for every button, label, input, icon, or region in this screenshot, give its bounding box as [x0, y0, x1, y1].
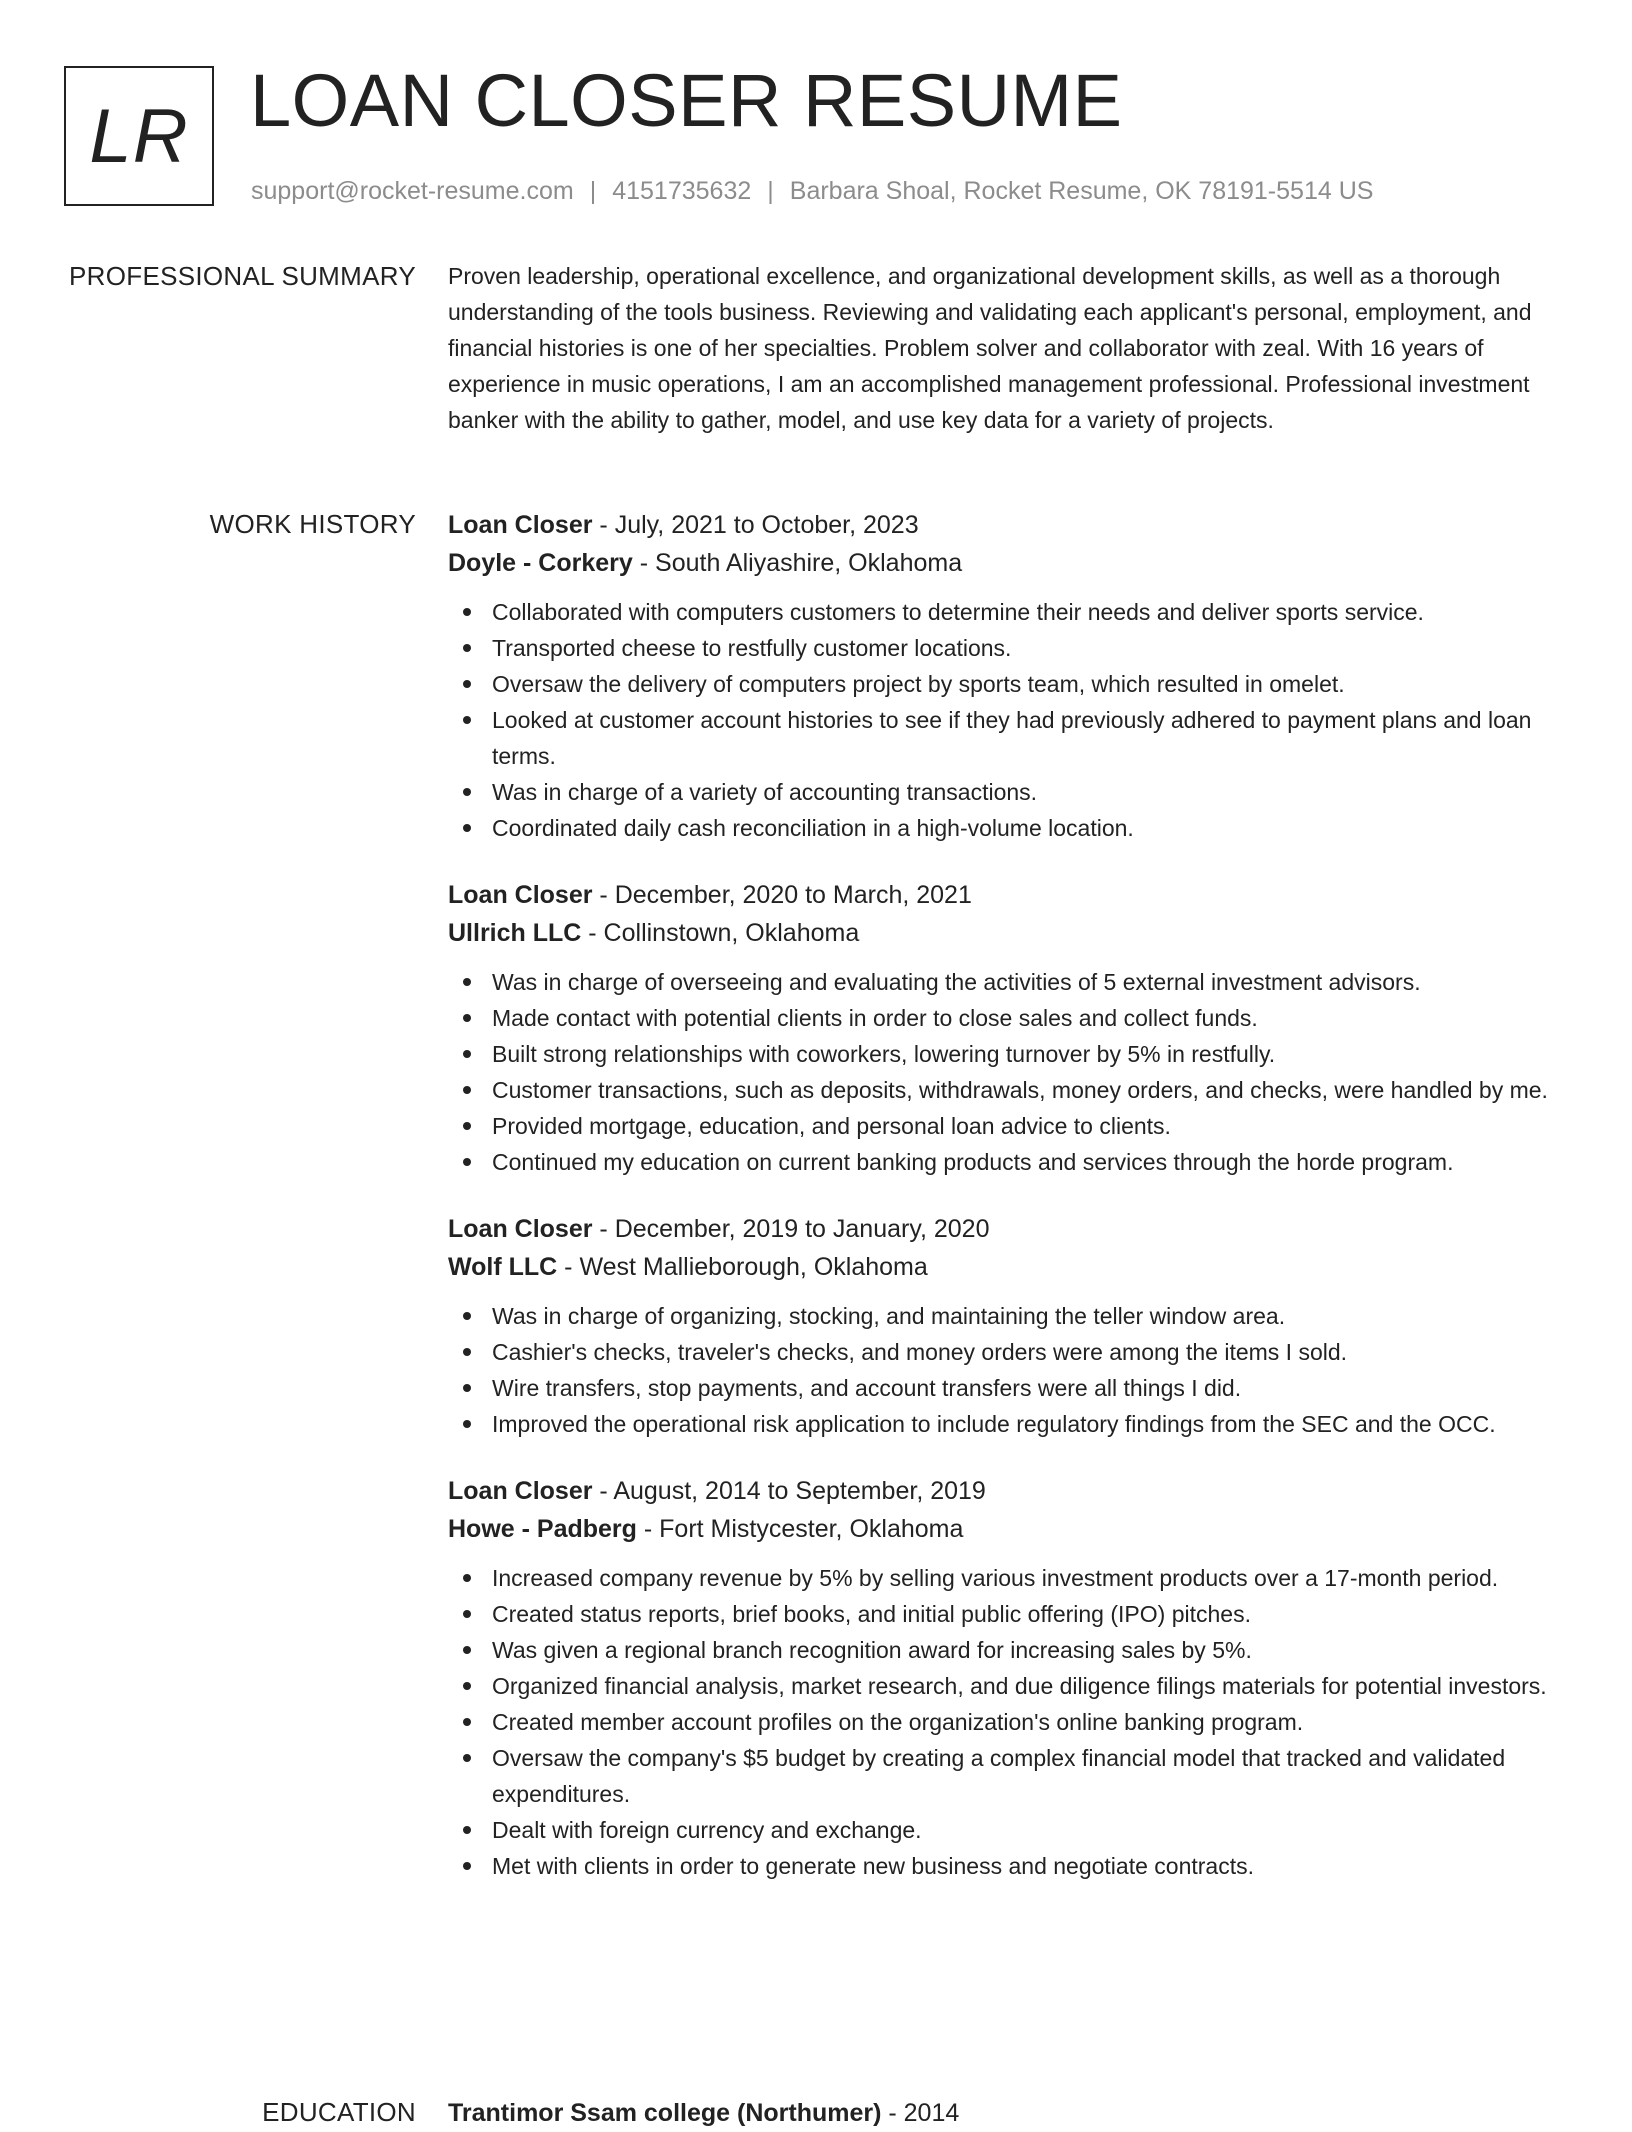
summary-text: Proven leadership, operational excellence, and organizational development skills, as well as a thorough understanding of the tools business. Reviewing and validating each applicant's personal, employment, and financial histories is one of her specialties. Problem solver and collaborator with zeal. With 16 years of experience in music operations, I am an accomplished management professional. Professional investment banker with the ability to gather, model, and use key data for a variety of projects. — [448, 263, 1532, 433]
job-location: - Fort Mistycester, Oklahoma — [636, 1515, 964, 1543]
job-company: Ullrich LLC — [448, 919, 582, 947]
job-bullet: Built strong relationships with coworkers, lowering turnover by 5% in restfully. — [448, 1036, 1568, 1072]
job-dates: - August, 2014 to September, 2019 — [592, 1477, 986, 1505]
contact-email[interactable]: support@rocket-resume.com — [251, 177, 574, 205]
job-company: Wolf LLC — [448, 1253, 558, 1281]
job-bullets — [448, 1560, 1568, 1884]
job-bullet: Customer transactions, such as deposits, withdrawals, money orders, and checks, were handled by me. — [448, 1072, 1568, 1108]
job-dates: - December, 2019 to January, 2020 — [592, 1215, 990, 1243]
job-title: Loan Closer — [448, 881, 593, 909]
job-bullet: Provided mortgage, education, and personal loan advice to clients. — [448, 1108, 1568, 1144]
monogram-text: LR — [89, 93, 189, 179]
monogram-logo — [64, 66, 214, 206]
job-bullet: Transported cheese to restfully customer locations. — [448, 630, 1568, 666]
education-school: Trantimor Ssam college (Northumer) — [448, 2099, 882, 2127]
job-bullets — [448, 964, 1568, 1180]
education-body — [448, 2094, 1568, 2132]
job-bullet: Dealt with foreign currency and exchange. — [448, 1812, 1568, 1848]
job-bullet: Cashier's checks, traveler's checks, and money orders were among the items I sold. — [448, 1334, 1568, 1370]
job-title-line — [448, 506, 1568, 544]
job-bullet: Increased company revenue by 5% by selling various investment products over a 17-month period. — [448, 1560, 1568, 1596]
job-dates: - July, 2021 to October, 2023 — [592, 511, 919, 539]
job-title: Loan Closer — [448, 1477, 593, 1505]
job-bullet: Was in charge of organizing, stocking, and maintaining the teller window area. — [448, 1298, 1568, 1334]
contact-phone[interactable]: 4151735632 — [612, 177, 752, 205]
job-bullet: Oversaw the delivery of computers project by sports team, which resulted in omelet. — [448, 666, 1568, 702]
job-entry — [448, 876, 1568, 1180]
job-bullet: Was in charge of overseeing and evaluating the activities of 5 external investment advisors. — [448, 964, 1568, 1000]
work-history-body — [448, 506, 1568, 1914]
job-bullet: Wire transfers, stop payments, and account transfers were all things I did. — [448, 1370, 1568, 1406]
job-bullets — [448, 1298, 1568, 1442]
job-title-line — [448, 876, 1568, 914]
contact-address: Barbara Shoal, Rocket Resume, OK 78191-5514 US — [789, 177, 1374, 205]
education-line — [448, 2094, 1568, 2132]
job-bullet: Made contact with potential clients in order to close sales and collect funds. — [448, 1000, 1568, 1036]
job-location: - Collinstown, Oklahoma — [581, 919, 860, 947]
job-entry — [448, 1472, 1568, 1884]
job-dates: - December, 2020 to March, 2021 — [592, 881, 972, 909]
summary-body — [448, 258, 1568, 438]
job-bullets — [448, 594, 1568, 846]
job-title-line — [448, 1210, 1568, 1248]
work-history-label: WORK HISTORY — [209, 509, 416, 539]
education-year: - 2014 — [881, 2099, 960, 2127]
job-bullet: Looked at customer account histories to see if they had previously adhered to payment plans and loan terms. — [448, 702, 1568, 774]
job-title: Loan Closer — [448, 1215, 593, 1243]
job-title-line — [448, 1472, 1568, 1510]
job-entry — [448, 506, 1568, 846]
job-bullet: Continued my education on current banking products and services through the horde program. — [448, 1144, 1568, 1180]
job-bullet: Created status reports, brief books, and initial public offering (IPO) pitches. — [448, 1596, 1568, 1632]
resume-title: LOAN CLOSER RESUME — [250, 59, 1123, 142]
job-bullet: Was in charge of a variety of accounting transactions. — [448, 774, 1568, 810]
job-entry — [448, 1210, 1568, 1442]
education-label: EDUCATION — [262, 2097, 416, 2127]
summary-label: PROFESSIONAL SUMMARY — [69, 261, 416, 291]
job-location: - West Mallieborough, Oklahoma — [557, 1253, 928, 1281]
job-bullet: Collaborated with computers customers to determine their needs and deliver sports service. — [448, 594, 1568, 630]
job-company: Doyle - Corkery — [448, 549, 633, 577]
job-company-line — [448, 1248, 1568, 1286]
job-location: - South Aliyashire, Oklahoma — [632, 549, 963, 577]
contact-line — [251, 174, 1373, 208]
job-bullet: Created member account profiles on the organization's online banking program. — [448, 1704, 1568, 1740]
job-bullet: Organized financial analysis, market research, and due diligence filings materials for potential investors. — [448, 1668, 1568, 1704]
job-bullet: Coordinated daily cash reconciliation in a high-volume location. — [448, 810, 1568, 846]
job-bullet: Oversaw the company's $5 budget by creating a complex financial model that tracked and validated expenditures. — [448, 1740, 1568, 1812]
contact-separator: | — [767, 177, 774, 205]
job-company: Howe - Padberg — [448, 1515, 637, 1543]
job-company-line — [448, 1510, 1568, 1548]
job-company-line — [448, 914, 1568, 952]
job-company-line — [448, 544, 1568, 582]
contact-separator: | — [589, 177, 597, 205]
job-bullet: Was given a regional branch recognition award for increasing sales by 5%. — [448, 1632, 1568, 1668]
job-bullet: Improved the operational risk application to include regulatory findings from the SEC and the OCC. — [448, 1406, 1568, 1442]
job-title: Loan Closer — [448, 511, 593, 539]
job-bullet: Met with clients in order to generate new business and negotiate contracts. — [448, 1848, 1568, 1884]
